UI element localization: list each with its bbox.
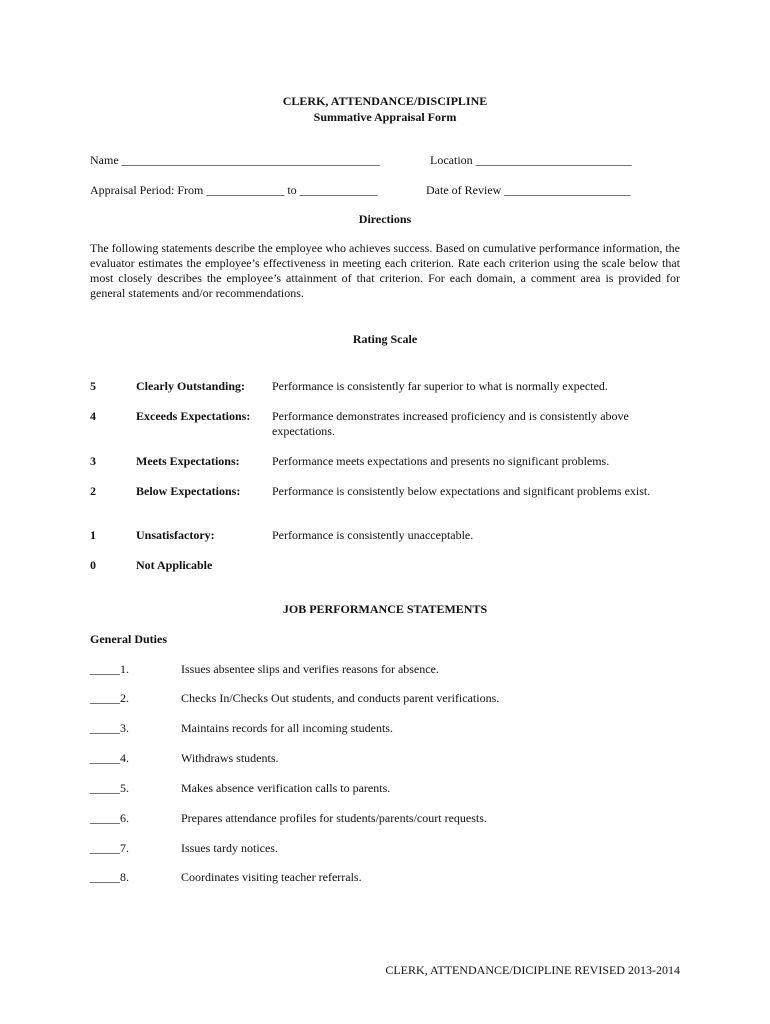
- job-statement: Maintains records for all incoming students.: [181, 721, 393, 735]
- form-subtitle: Summative Appraisal Form: [313, 110, 457, 124]
- rating-blank: _____4.: [90, 751, 129, 765]
- job-statement: Withdraws students.: [181, 751, 279, 765]
- page-footer: CLERK, ATTENDANCE/DICIPLINE REVISED 2013-2014: [385, 963, 680, 977]
- appraisal-period-field: Appraisal Period: From _____________ to _____________: [90, 183, 378, 197]
- rating-number: 0: [90, 558, 96, 572]
- general-duties-heading: General Duties: [90, 632, 167, 646]
- job-statement: Issues absentee slips and verifies reasons for absence.: [181, 662, 439, 676]
- name-field: Name ___________________________________________: [90, 153, 380, 167]
- rating-label: Exceeds Expectations:: [136, 409, 251, 423]
- rating-label: Below Expectations:: [136, 484, 241, 498]
- rating-blank: _____5.: [90, 781, 129, 795]
- rating-label: Not Applicable: [136, 558, 213, 572]
- job-statement: Coordinates visiting teacher referrals.: [181, 870, 362, 884]
- rating-description: Performance is consistently unacceptable.: [272, 528, 474, 542]
- job-statement: Prepares attendance profiles for students/parents/court requests.: [181, 811, 487, 825]
- rating-blank: _____3.: [90, 721, 129, 735]
- rating-label: Meets Expectations:: [136, 454, 240, 468]
- directions-paragraph: The following statements describe the employee who achieves success. Based on cumulative performance information, the evaluator estimates the employee’s effectiveness in meeting each criterion. Rate each criterion using the scale below that most closely describes the employee’s attainment of that criterion. For each domain, a comment area is provided for general statements and/or recommendations.: [90, 241, 680, 300]
- job-performance-heading: JOB PERFORMANCE STATEMENTS: [282, 602, 488, 616]
- rating-number: 2: [90, 484, 96, 498]
- rating-blank: _____2.: [90, 691, 129, 705]
- job-statement: Makes absence verification calls to parents.: [181, 781, 391, 795]
- directions-heading: Directions: [358, 212, 412, 226]
- rating-description: Performance is consistently far superior to what is normally expected.: [272, 379, 608, 393]
- rating-blank: _____1.: [90, 662, 129, 676]
- rating-number: 5: [90, 379, 96, 393]
- date-of-review-field: Date of Review _____________________: [426, 183, 631, 197]
- location-field: Location __________________________: [430, 153, 632, 167]
- rating-description: Performance is consistently below expectations and significant problems exist.: [272, 484, 651, 498]
- rating-number: 3: [90, 454, 96, 468]
- rating-scale-heading: Rating Scale: [352, 332, 418, 346]
- job-statement: Issues tardy notices.: [181, 841, 278, 855]
- rating-blank: _____7.: [90, 841, 129, 855]
- job-statement: Checks In/Checks Out students, and conducts parent verifications.: [181, 691, 500, 705]
- rating-description: Performance demonstrates increased proficiency and is consistently above expectations.: [272, 409, 629, 438]
- rating-blank: _____8.: [90, 870, 129, 884]
- rating-number: 1: [90, 528, 96, 542]
- rating-description: Performance meets expectations and presents no significant problems.: [272, 454, 610, 468]
- rating-number: 4: [90, 409, 96, 423]
- rating-label: Clearly Outstanding:: [136, 379, 246, 393]
- form-title: CLERK, ATTENDANCE/DISCIPLINE: [282, 94, 488, 108]
- rating-label: Unsatisfactory:: [136, 528, 215, 542]
- rating-blank: _____6.: [90, 811, 129, 825]
